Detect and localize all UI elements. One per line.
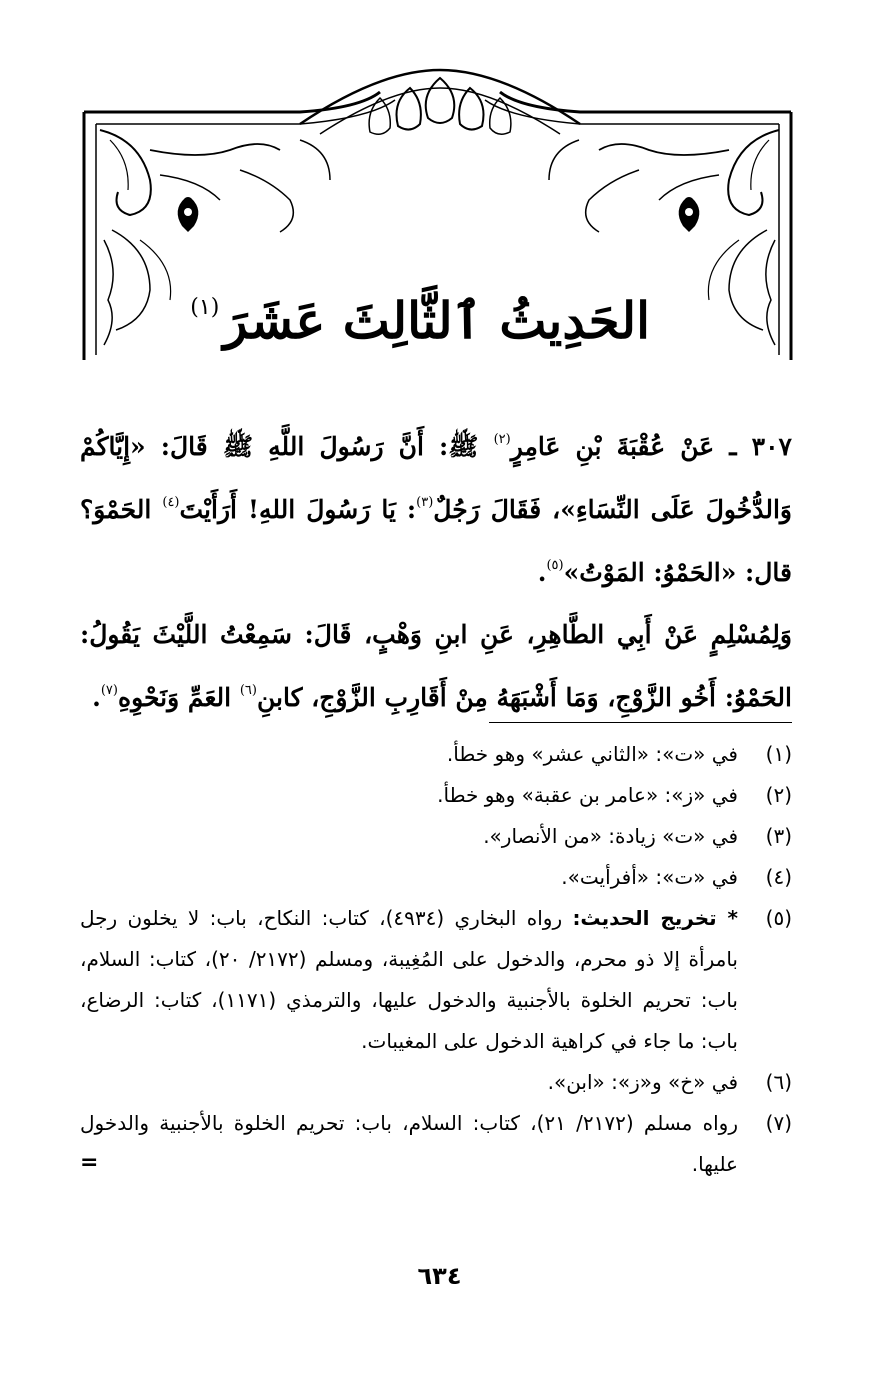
footnote-number: (٥) bbox=[765, 906, 792, 930]
footnotes bbox=[80, 734, 792, 1185]
footnote-number: (١) bbox=[765, 742, 792, 766]
footnote-number: (٦) bbox=[765, 1070, 792, 1094]
hadith-paragraph: ٣٠٧ ـ عَنْ عُقْبَةَ بْنِ عَامِرٍ$^{(٢)}$ ﷺ: أَنَّ رَسُولَ اللَّهِ ﷺ قَالَ: «إِيَّاكُمْ وَالدُّخُولَ عَلَى النِّسَاءِ»، فَقَالَ رَجُلٌ$^{(٣)}$: يَا رَسُولَ اللهِ! أَرَأَيْتَ$^{(٤)}$ الحَمْوَ؟ قال: «الحَمْوُ: المَوْتُ»$^{(٥)}$. bbox=[80, 432, 792, 587]
hadith-number: ٣٠٧ bbox=[751, 432, 792, 461]
footnote-text: * تخريج الحديث: رواه البخاري (٤٩٣٤)، كتاب: النكاح، باب: لا يخلون رجل بامرأة إلا ذو محرم، والدخول على المُغِيبة، ومسلم (٢١٧٢/ ٢٠)، كتاب: السلام، باب: تحريم الخلوة بالأجنبية والدخول عليها، والترمذي (١١٧١)، كتاب: الرضاع، باب: ما جاء في كراهية الدخول على المغيبات. bbox=[80, 906, 739, 1053]
footnote-text: رواه مسلم (٢١٧٢/ ٢١)، كتاب: السلام، باب: تحريم الخلوة بالأجنبية والدخول عليها. = bbox=[80, 1111, 739, 1176]
hadith-body bbox=[80, 412, 792, 726]
footnote-text: في «ت»: «أفرأيت». bbox=[561, 865, 738, 889]
footnote-number: (٣) bbox=[765, 824, 792, 848]
footnote-divider bbox=[489, 722, 792, 723]
footnote-number: (٢) bbox=[765, 783, 792, 807]
hadith-paragraph: وَلِمُسْلِمٍ عَنْ أَبِي الطَّاهِرِ، عَنِ ابنِ وَهْبٍ، قَالَ: سَمِعْتُ اللَّيْثَ يَقُولُ: الحَمْوُ: أَخُو الزَّوْجِ، وَمَا أَشْبَهَهُ مِنْ أَقَارِبِ الزَّوْجِ، كابنِ$^{(٦)}$ العَمِّ وَنَحْوِهِ$^{(٧)}$. bbox=[80, 620, 792, 712]
footnote-item bbox=[80, 898, 792, 1062]
footnote-text: في «خ» و«ز»: «ابن». bbox=[547, 1070, 738, 1094]
footnote-item bbox=[80, 816, 792, 857]
footnote-ref: (١) bbox=[190, 295, 220, 320]
chapter-title bbox=[190, 268, 650, 350]
footnote-item bbox=[80, 857, 792, 898]
footnote-item bbox=[80, 734, 792, 775]
footnote-number: (٤) bbox=[765, 865, 792, 889]
footnote-item bbox=[80, 1103, 792, 1185]
takhrij-label: * تخريج الحديث: bbox=[572, 906, 739, 930]
footnote-item bbox=[80, 1062, 792, 1103]
footnote-ref: (٥) bbox=[546, 558, 564, 573]
footnote-ref: (٤) bbox=[162, 495, 180, 510]
footnote-ref: (٢) bbox=[493, 432, 511, 447]
page-number: ٦٣٤ bbox=[417, 1262, 462, 1290]
footnote-ref: (٦) bbox=[239, 683, 257, 698]
footnote-number: (٧) bbox=[765, 1111, 792, 1135]
chapter-title-text: الحَدِيثُ ٱلثَّالِثَ عَشَرَ bbox=[223, 291, 650, 350]
bud-ornament-icon bbox=[178, 197, 700, 232]
footnote-item bbox=[80, 775, 792, 816]
footnote-text: في «ت» زيادة: «من الأنصار». bbox=[483, 824, 738, 848]
footnote-ref: (٧) bbox=[100, 683, 118, 698]
footnote-text: في «ز»: «عامر بن عقبة» وهو خطأ. bbox=[437, 783, 738, 807]
footnote-text: في «ت»: «الثاني عشر» وهو خطأ. bbox=[446, 742, 738, 766]
footnote-ref: (٣) bbox=[416, 495, 434, 510]
